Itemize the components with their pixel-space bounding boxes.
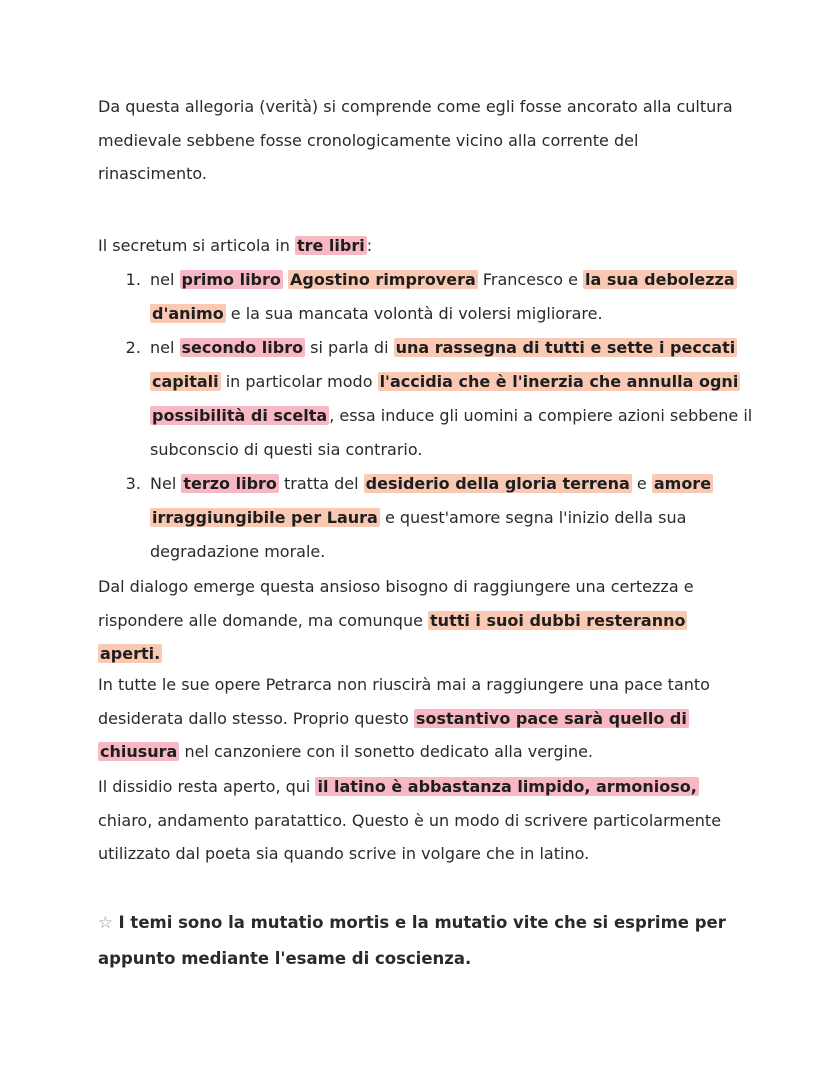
highlight-accidia: l'accidia che è l'inerzia che annulla ogni <box>379 372 739 391</box>
highlight-dubbi-aperti: tutti i suoi dubbi resteranno aperti. <box>100 610 686 663</box>
paragraph-secretum-intro <box>98 229 738 263</box>
highlight-debolezza-animo: la sua debolezza d'animo <box>152 270 735 323</box>
highlight-gloria-terrena: desiderio della gloria terrena <box>365 474 630 493</box>
paragraph-allegoria <box>98 90 738 191</box>
text: I temi sono la mutatio mortis e la mutatio vite che si esprime per appunto mediante l'esame di coscienza. <box>98 913 726 968</box>
text: , essa induce gli uomini a compiere azioni sebbene il subconscio di questi sia contrario. <box>150 406 753 459</box>
highlight-primo-libro: primo libro <box>181 270 281 289</box>
text: chiaro, andamento paratattico. Questo è un modo di scrivere particolarmente utilizzato dal poeta sia quando scrive in volgare che in latino. <box>98 810 722 863</box>
paragraph-dissidio <box>98 770 738 871</box>
text: tratta del <box>278 474 364 493</box>
text: In tutte le sue opere Petrarca non riuscirà mai a raggiungere una pace tanto desiderata dallo stesso. Proprio questo <box>98 675 710 728</box>
text: Dal dialogo emerge questa ansioso bisogno di raggiungere una certezza e rispondere alle domande, ma comunque <box>98 577 694 630</box>
text: Francesco e <box>477 270 584 289</box>
text: e quest'amore segna l'inizio della sua degradazione morale. <box>150 508 687 561</box>
text: e <box>631 474 652 493</box>
highlight-amore-irraggiungibile: amore irraggiungibile per Laura <box>152 474 712 527</box>
paragraph-temi <box>98 905 738 977</box>
books-list <box>98 263 786 569</box>
list-item-terzo-libro <box>146 467 786 569</box>
highlight-latino-limpido: il latino è abbastanza limpido, armonioso, <box>317 777 697 796</box>
text: e la sua mancata volontà di volersi migliorare. <box>225 304 603 323</box>
text: nel <box>150 338 180 357</box>
paragraph-petrarca-pace <box>98 668 738 769</box>
star-icon: ☆ <box>98 913 113 932</box>
list-item-primo-libro <box>146 263 786 331</box>
highlight-tre-libri: tre libri <box>296 236 365 255</box>
highlight-agostino-rimprovera: Agostino rimprovera <box>289 270 476 289</box>
highlight-peccati-capitali: una rassegna di tutti e sette i peccati capitali <box>152 338 736 391</box>
text: nel canzoniere con il sonetto dedicato alla vergine. <box>179 742 594 761</box>
text: Nel <box>150 474 182 493</box>
text: in particolar modo <box>220 372 378 391</box>
paragraph-dialogo <box>98 570 738 671</box>
intro-text: Il secretum si articola in <box>98 236 295 255</box>
paragraph-allegoria-text: Da questa allegoria (verità) si comprende come egli fosse ancorato alla cultura medievale sebbene fosse cronologicamente vicino alla corrente del rinascimento. <box>98 97 733 183</box>
highlight-possibilita-scelta: possibilità di scelta <box>152 406 328 425</box>
intro-colon: : <box>366 236 373 255</box>
highlight-sostantivo-pace: sostantivo pace sarà quello di chiusura <box>100 708 687 761</box>
text: Il dissidio resta aperto, qui <box>98 777 316 796</box>
highlight-secondo-libro: secondo libro <box>181 338 304 357</box>
list-item-secondo-libro <box>146 331 786 467</box>
highlight-terzo-libro: terzo libro <box>183 474 277 493</box>
text: nel <box>150 270 180 289</box>
text: si parla di <box>305 338 394 357</box>
